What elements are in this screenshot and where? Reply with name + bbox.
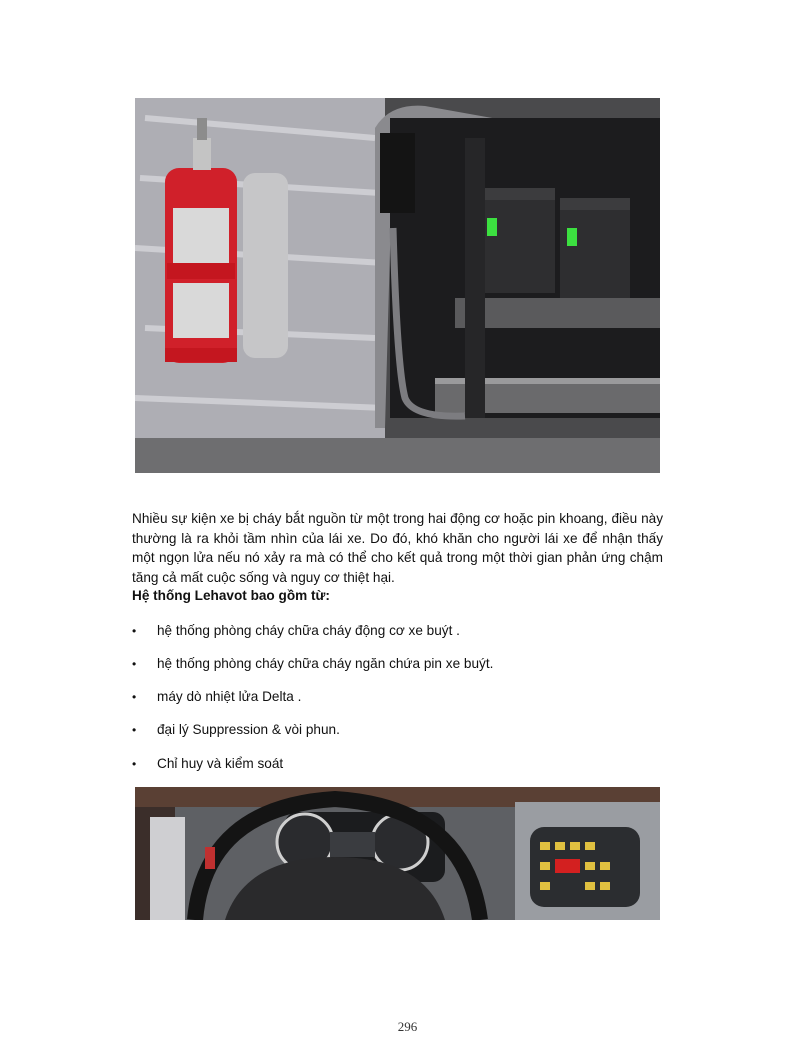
list-item-text: hệ thống phòng cháy chữa cháy ngăn chứa pin xe buýt.	[157, 656, 494, 671]
list-item-text: đại lý Suppression & vòi phun.	[157, 722, 340, 737]
dashboard-photo	[135, 787, 660, 920]
battery-compartment-illustration	[135, 98, 660, 473]
battery-compartment-photo	[135, 98, 660, 473]
bullet-icon: •	[132, 757, 137, 771]
bullet-icon: •	[132, 723, 137, 737]
list-item-text: Chỉ huy và kiểm soát	[157, 756, 284, 771]
dashboard-illustration	[135, 787, 660, 920]
list-item-text: máy dò nhiệt lửa Delta .	[157, 689, 302, 704]
bullet-icon: •	[132, 657, 137, 671]
intro-paragraph: Nhiều sự kiện xe bị cháy bắt nguồn từ một trong hai động cơ hoặc pin khoang, điều này thường là ra khỏi tầm nhìn của lái xe. Do đó, khó khăn cho người lái xe để nhận thấy một ngọn lửa nếu nó xảy ra mà có thể cho kết quả trong một thời gian phản ứng chậm tăng cả mất cuộc sống và nguy cơ thiệt hại.	[132, 511, 663, 585]
bullet-icon: •	[132, 624, 137, 638]
system-heading: Hệ thống Lehavot bao gồm từ:	[132, 588, 330, 603]
page-number: 296	[397, 1019, 418, 1034]
bullet-icon: •	[132, 690, 137, 704]
list-item-text: hệ thống phòng cháy chữa cháy động cơ xe buýt .	[157, 623, 460, 638]
